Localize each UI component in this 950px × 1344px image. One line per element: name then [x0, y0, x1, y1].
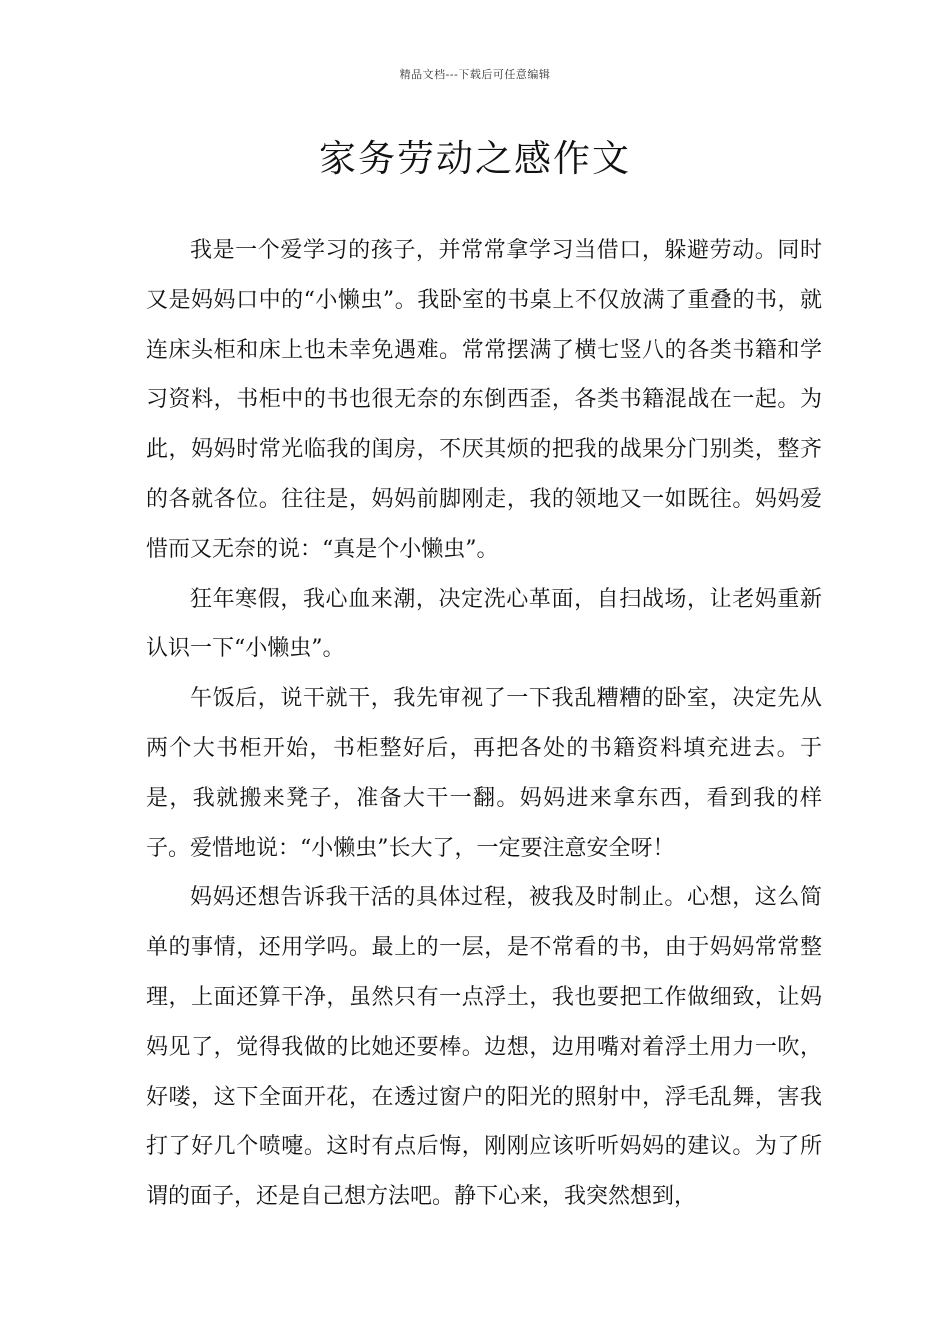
- paragraph-1: 我是一个爱学习的孩子，并常常拿学习当借口，躲避劳动。同时又是妈妈口中的“小懒虫”。我卧室的书桌上不仅放满了重叠的书，就连床头柜和床上也未幸免遇难。常常摆满了横七竖八的各类书籍和学习资料，书柜中的书也很无奈的东倒西歪，各类书籍混战在一起。为此，妈妈时常光临我的闺房，不厌其烦的把我的战果分门别类，整齐的各就各位。往往是，妈妈前脚刚走，我的领地又一如既往。妈妈爱惜而又无奈的说：“真是个小懒虫”。: [146, 238, 822, 562]
- paragraph-2: 狂年寒假，我心血来潮，决定洗心革面，自扫战场，让老妈重新认识一下“小懒虫”。: [146, 586, 822, 662]
- paragraph-3: 午饭后，说干就干，我先审视了一下我乱糟糟的卧室，决定先从两个大书柜开始，书柜整好后，再把各处的书籍资料填充进去。于是，我就搬来凳子，准备大干一翻。妈妈进来拿东西，看到我的样子。爱惜地说：“小懒虫”长大了，一定要注意安全呀！: [146, 686, 822, 861]
- header-note: 精品文档---下载后可任意编辑: [399, 68, 551, 81]
- paragraph-4: 妈妈还想告诉我干活的具体过程，被我及时制止。心想，这么简单的事情，还用学吗。最上的一层，是不常看的书，由于妈妈常常整理，上面还算干净，虽然只有一点浮土，我也要把工作做细致，让妈妈见了，觉得我做的比她还要棒。边想，边用嘴对着浮土用力一吹，好喽，这下全面开花，在透过窗户的阳光的照射中，浮毛乱舞，害我打了好几个喷嚏。这时有点后悔，刚刚应该听听妈妈的建议。为了所谓的面子，还是自己想方法吧。静下心来，我突然想到，: [146, 885, 822, 1210]
- document-title: 家务劳动之感作文: [319, 137, 631, 180]
- document-body: [146, 226, 822, 1222]
